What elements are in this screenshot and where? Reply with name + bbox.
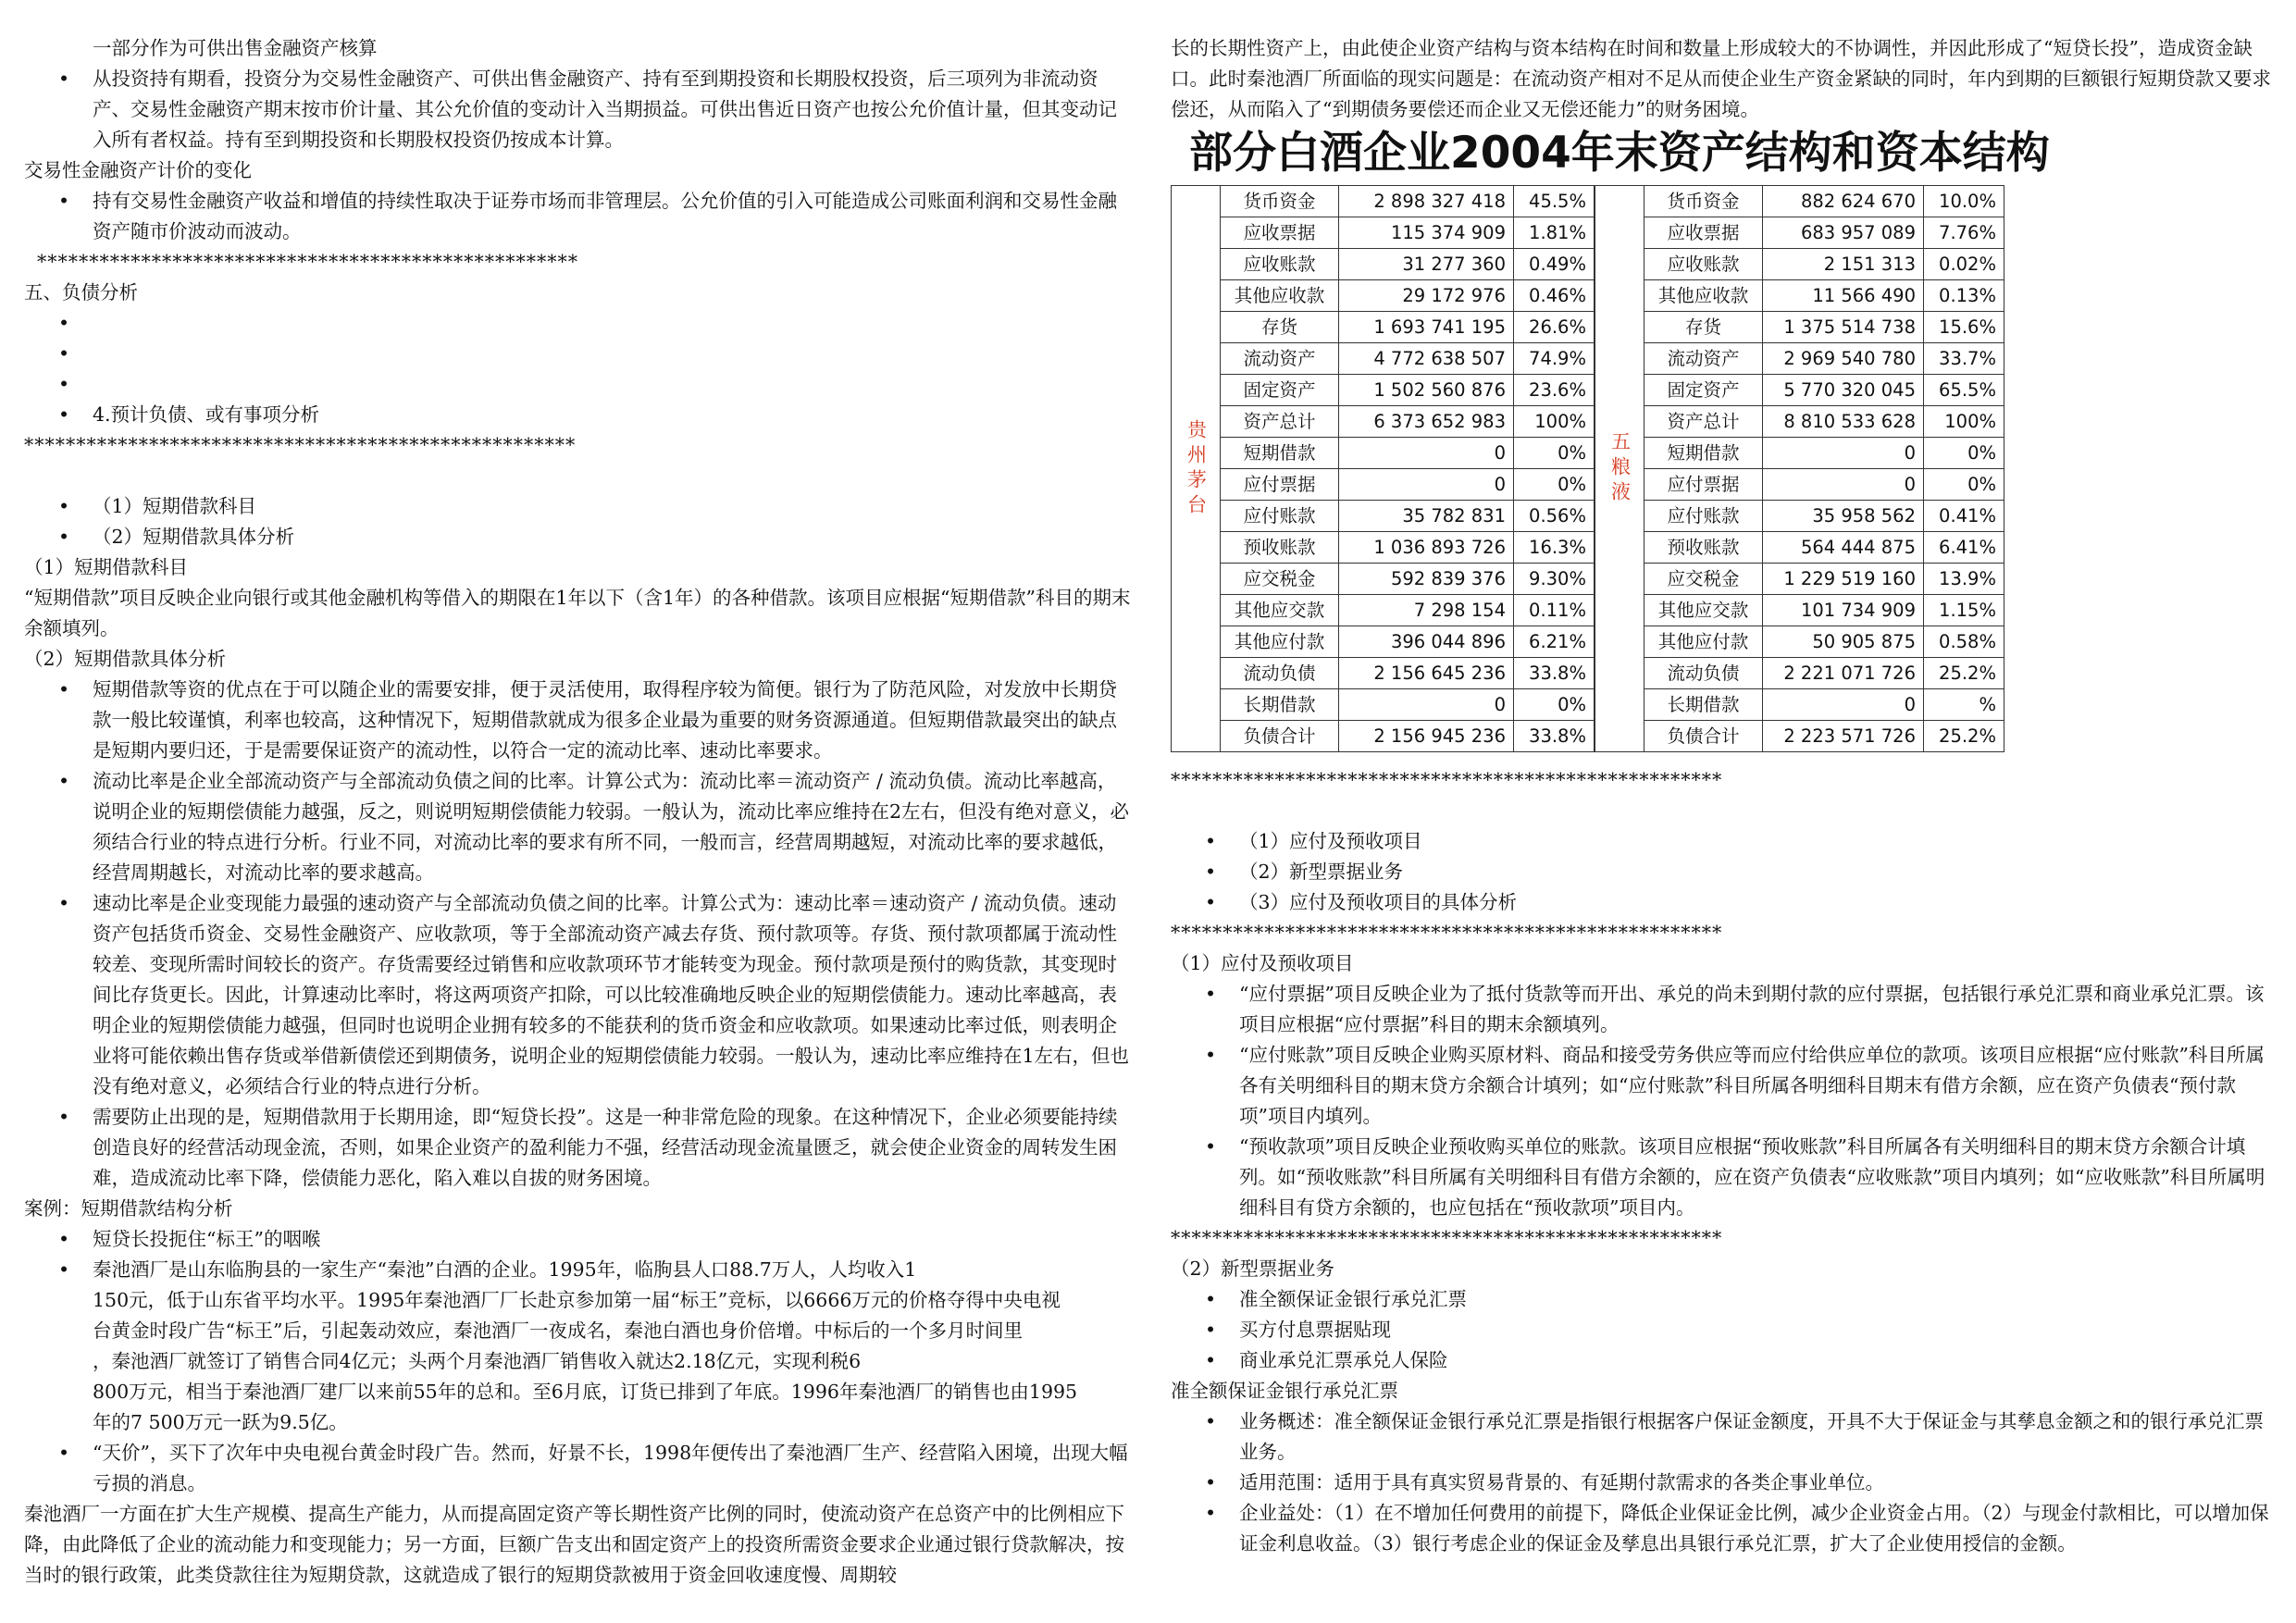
table-row	[1221, 721, 1595, 752]
item-name: 短期借款	[1644, 438, 1763, 469]
table-row	[1221, 280, 1595, 312]
item-name: 流动负债	[1644, 658, 1763, 689]
table-row	[1644, 280, 2004, 312]
section-heading: （2）新型票据业务	[1171, 1258, 1335, 1280]
section-heading-liabilities: 五、负债分析	[24, 281, 138, 304]
maotai-table	[1220, 185, 1595, 752]
item-amount: 35 958 562	[1763, 501, 1924, 532]
item-percent: 0%	[1514, 469, 1595, 501]
item-percent: %	[1924, 689, 2004, 721]
bullet-accounts-payable: • “应付账款”项目反映企业购买原材料、商品和接受劳务供应等而应付给供应单位的款项。该项目应根据“应付账款”科目所属各有关明细科目的期末贷方余额合计填列；如“应付账款”科目所属各明细科目期末有借方余额，应在资产负债表“预付款项”项目内填列。	[1171, 1040, 2274, 1132]
outline-item: • （1）应付及预收项目	[1171, 826, 2274, 857]
bullet-notes-payable: • “应付票据”项目反映企业为了抵付货款等而开出、承兑的尚未到期付款的应付票据，包括银行承兑汇票和商业承兑汇票。该项目应根据“应付票据”科目的期末余额填列。	[1171, 979, 2274, 1040]
item-percent: 7.76%	[1924, 217, 2004, 249]
item-percent: 0.46%	[1514, 280, 1595, 312]
item-amount: 11 566 490	[1763, 280, 1924, 312]
separator-stars: *****************************************************	[1171, 922, 1723, 944]
item-percent: 0%	[1924, 469, 2004, 501]
item-name: 应收账款	[1644, 249, 1763, 280]
item-name: 应付账款	[1221, 501, 1339, 532]
table-row	[1644, 689, 2004, 721]
table-row	[1644, 721, 2004, 752]
item-percent: 1.15%	[1924, 595, 2004, 626]
empty-bullet	[24, 339, 1131, 369]
right-column	[1171, 33, 2274, 1559]
item-percent: 0%	[1924, 438, 2004, 469]
separator-stars: ****************************************************	[37, 251, 578, 273]
item-name: 应交税金	[1221, 564, 1339, 595]
table-row	[1221, 658, 1595, 689]
company-label-wuliangye: 五粮液	[1595, 185, 1644, 752]
item-name: 其他应付款	[1221, 626, 1339, 658]
section-heading: （1）应付及预收项目	[1171, 952, 1354, 974]
item-amount: 1 229 519 160	[1763, 564, 1924, 595]
item-name: 其他应收款	[1221, 280, 1339, 312]
item-percent: 0%	[1514, 689, 1595, 721]
table-title: 部分白酒企业2004年末资产结构和资本结构	[1189, 128, 2050, 179]
item-amount: 6 373 652 983	[1339, 406, 1514, 438]
text-line: 150元，低于山东省平均水平。1995年秦池酒厂厂长赴京参加第一届“标王”竞标，以6666万元的价格夺得中央电视	[93, 1289, 1061, 1311]
table-row	[1221, 343, 1595, 375]
table-row	[1221, 217, 1595, 249]
bullet-quick-ratio: • 速动比率是企业变现能力最强的速动资产与全部流动负债之间的比率。计算公式为：速动比率＝速动资产 / 流动负债。速动资产包括货币资金、交易性金融资产、应收款项，等于全部流动资产减去存货、预付款项等。存货、预付款项都属于流动性较差、变现所需时间较长的资产。存货需要经过销售和应收款项环节才能转变为现金。预付款项是预付的购货款，其变现时间比存货更长。因此，计算速动比率时，将这两项资产扣除，可以比较准确地反映企业的短期偿债能力。速动比率越高，表明企业的短期偿债能力越强，但同时也说明企业拥有较多的不能获利的货币资金和应收款项。如果速动比率过低，则表明企业将可能依赖出售存货或举借新债偿还到期债务，说明企业的短期偿债能力较弱。一般认为，速动比率应维持在1左右，但也没有绝对意义，必须结合行业的特点进行分析。	[24, 888, 1131, 1102]
item-name: 应收票据	[1644, 217, 1763, 249]
bullet-item: • 商业承兑汇票承兑人保险	[1171, 1345, 2274, 1376]
company-label-maotai: 贵州茅台	[1171, 185, 1220, 752]
text-line: 台黄金时段广告“标王”后，引起轰动效应，秦池酒厂一夜成名，秦池白酒也身价倍增。中标后的一个多月时间里	[93, 1319, 1023, 1342]
wuliangye-table	[1644, 185, 2004, 752]
item-amount: 0	[1339, 689, 1514, 721]
table-row	[1221, 438, 1595, 469]
bullet-case-title: • 短贷长投扼住“标王”的咽喉	[24, 1224, 1131, 1255]
table-row	[1644, 343, 2004, 375]
table-row	[1221, 564, 1595, 595]
item-percent: 6.41%	[1924, 532, 2004, 564]
item-name: 预收账款	[1221, 532, 1339, 564]
item-percent: 1.81%	[1514, 217, 1595, 249]
paragraph-short-term-loan: “短期借款”项目反映企业向银行或其他金融机构等借入的期限在1年以下（含1年）的各种借款。该项目应根据“短期借款”科目的期末余额填列。	[24, 587, 1131, 639]
paragraph-qinchi: 秦池酒厂一方面在扩大生产规模、提高生产能力，从而提高固定资产等长期性资产比例的同时，使流动资产在总资产中的比例相应下降，由此降低了企业的流动能力和变现能力；另一方面，巨额广告支出和固定资产上的投资所需资金要求企业通过银行贷款解决，按当时的银行政策，此类贷款往往为短期贷款，这就造成了银行的短期贷款被用于资金回收速度慢、周期较	[24, 1503, 1124, 1586]
item-percent: 33.7%	[1924, 343, 2004, 375]
item-amount: 50 905 875	[1763, 626, 1924, 658]
table-row	[1221, 186, 1595, 217]
item-percent: 33.8%	[1514, 721, 1595, 752]
item-amount: 2 223 571 726	[1763, 721, 1924, 752]
text-line: 一部分作为可供出售金融资产核算	[93, 37, 378, 59]
item-percent: 25.2%	[1924, 721, 2004, 752]
item-name: 其他应交款	[1644, 595, 1763, 626]
table-row	[1221, 375, 1595, 406]
item-name: 存货	[1221, 312, 1339, 343]
left-column	[24, 33, 1131, 1591]
empty-bullet	[24, 369, 1131, 400]
item-name: 应付账款	[1644, 501, 1763, 532]
item-percent: 16.3%	[1514, 532, 1595, 564]
item-percent: 15.6%	[1924, 312, 2004, 343]
table-row	[1221, 469, 1595, 501]
separator-stars: *****************************************************	[1171, 1227, 1723, 1249]
table-row	[1644, 438, 2004, 469]
text-line: 年的7 500万元一跃为9.5亿。	[93, 1411, 348, 1433]
empty-bullet	[24, 308, 1131, 339]
item-percent: 65.5%	[1924, 375, 2004, 406]
text-line: ，秦池酒厂就签订了销售合同4亿元；头两个月秦池酒厂销售收入就达2.18亿元，实现利税6	[93, 1350, 862, 1372]
item-percent: 0.56%	[1514, 501, 1595, 532]
item-percent: 0.11%	[1514, 595, 1595, 626]
table-row	[1221, 406, 1595, 438]
item-percent: 0%	[1514, 438, 1595, 469]
bullet-advantages: • 短期借款等资的优点在于可以随企业的需要安排，便于灵活使用，取得程序较为简便。银行为了防范风险，对发放中长期贷款一般比较谨慎，利率也较高，这种情况下，短期借款就成为很多企业最为重要的财务资源通道。但短期借款最突出的缺点是短期内要归还，于是需要保证资产的流动性，以符合一定的流动比率、速动比率要求。	[24, 675, 1131, 766]
bullet-contingent: • 4.预计负债、或有事项分析	[24, 400, 1131, 430]
item-name: 预收账款	[1644, 532, 1763, 564]
item-amount: 2 151 313	[1763, 249, 1924, 280]
item-percent: 33.8%	[1514, 658, 1595, 689]
item-amount: 115 374 909	[1339, 217, 1514, 249]
item-amount: 1 502 560 876	[1339, 375, 1514, 406]
table-row	[1644, 249, 2004, 280]
table-row	[1221, 312, 1595, 343]
item-percent: 6.21%	[1514, 626, 1595, 658]
item-name: 流动资产	[1221, 343, 1339, 375]
table-row	[1221, 249, 1595, 280]
item-name: 负债合计	[1221, 721, 1339, 752]
table-row	[1221, 595, 1595, 626]
item-amount: 0	[1339, 469, 1514, 501]
table-row	[1644, 564, 2004, 595]
item-name: 应收账款	[1221, 249, 1339, 280]
bullet-sky-price: • “天价”，买下了次年中央电视台黄金时段广告。然而，好景不长，1998年便传出了秦池酒厂生产、经营陷入困境，出现大幅亏损的消息。	[24, 1438, 1131, 1499]
item-name: 流动负债	[1221, 658, 1339, 689]
outline-item: • （2）短期借款具体分析	[24, 522, 1131, 552]
bullet-item: • 买方付息票据贴现	[1171, 1315, 2274, 1345]
item-percent: 23.6%	[1514, 375, 1595, 406]
item-amount: 29 172 976	[1339, 280, 1514, 312]
item-name: 固定资产	[1221, 375, 1339, 406]
item-name: 资产总计	[1644, 406, 1763, 438]
item-amount: 0	[1339, 438, 1514, 469]
item-amount: 1 375 514 738	[1763, 312, 1924, 343]
item-amount: 683 957 089	[1763, 217, 1924, 249]
table-row	[1221, 626, 1595, 658]
item-percent: 100%	[1924, 406, 2004, 438]
bullet-item: • 准全额保证金银行承兑汇票	[1171, 1284, 2274, 1315]
bullet-current-ratio: • 流动比率是企业全部流动资产与全部流动负债之间的比率。计算公式为：流动比率＝流动资产 / 流动负债。流动比率越高，说明企业的短期偿债能力越强，反之，则说明短期偿债能力较弱。一般认为，流动比率应维持在2左右，但没有绝对意义，必须结合行业的特点进行分析。行业不同，对流动比率的要求有所不同，一般而言，经营周期越短，对流动比率的要求越低，经营周期越长，对流动比率的要求越高。	[24, 766, 1131, 888]
item-name: 资产总计	[1221, 406, 1339, 438]
item-percent: 0.02%	[1924, 249, 2004, 280]
table-row	[1644, 469, 2004, 501]
separator-stars: *****************************************************	[24, 434, 577, 456]
item-amount: 396 044 896	[1339, 626, 1514, 658]
item-amount: 1 693 741 195	[1339, 312, 1514, 343]
bullet-short-loan-long-invest: • 需要防止出现的是，短期借款用于长期用途，即“短贷长投”。这是一种非常危险的现象。在这种情况下，企业必须要能持续创造良好的经营活动现金流，否则，如果企业资产的盈利能力不强，经营活动现金流量匮乏，就会使企业资金的周转发生困难，造成流动比率下降，偿债能力恶化，陷入难以自拔的财务困境。	[24, 1102, 1131, 1194]
item-amount: 1 036 893 726	[1339, 532, 1514, 564]
item-name: 其他应交款	[1221, 595, 1339, 626]
balance-sheet-tables	[1171, 185, 2274, 752]
bullet-advance-receipts: • “预收款项”项目反映企业预收购买单位的账款。该项目应根据“预收账款”科目所属各有关明细科目的期末贷方余额合计填列。如“预收账款”科目所属有关明细科目有借方余额的，应在资产负债表“应收账款”项目内填列；如“应收账款”科目所属明细科目有贷方余额的，也应包括在“预收款项”项目内。	[1171, 1132, 2274, 1223]
item-percent: 25.2%	[1924, 658, 2004, 689]
outline-item: • （3）应付及预收项目的具体分析	[1171, 887, 2274, 918]
section-heading-case: 案例：短期借款结构分析	[24, 1197, 233, 1220]
item-amount: 35 782 831	[1339, 501, 1514, 532]
wuliangye-block	[1595, 185, 2004, 752]
table-row	[1221, 689, 1595, 721]
item-percent: 9.30%	[1514, 564, 1595, 595]
item-amount: 592 839 376	[1339, 564, 1514, 595]
item-name: 其他应收款	[1644, 280, 1763, 312]
table-row	[1644, 375, 2004, 406]
item-amount: 2 969 540 780	[1763, 343, 1924, 375]
table-row	[1644, 501, 2004, 532]
item-percent: 26.6%	[1514, 312, 1595, 343]
table-row	[1221, 532, 1595, 564]
outline-item: • （2）新型票据业务	[1171, 857, 2274, 887]
bullet-scope: • 适用范围：适用于具有真实贸易背景的、有延期付款需求的各类企事业单位。	[1171, 1468, 2274, 1498]
item-percent: 74.9%	[1514, 343, 1595, 375]
bullet-fair-value: • 持有交易性金融资产收益和增值的持续性取决于证券市场而非管理层。公允价值的引入可能造成公司账面利润和交易性金融资产随市价波动而波动。	[24, 186, 1131, 247]
item-percent: 13.9%	[1924, 564, 2004, 595]
item-percent: 45.5%	[1514, 186, 1595, 217]
maotai-block	[1171, 185, 1595, 752]
item-amount: 4 772 638 507	[1339, 343, 1514, 375]
item-amount: 2 156 645 236	[1339, 658, 1514, 689]
outline-item: • （1）短期借款科目	[24, 491, 1131, 522]
bullet-case-story	[24, 1255, 1131, 1438]
item-percent: 0.58%	[1924, 626, 2004, 658]
bullet-overview: • 业务概述：准全额保证金银行承兑汇票是指银行根据客户保证金额度，开具不大于保证金与其孳息金额之和的银行承兑汇票业务。	[1171, 1406, 2274, 1468]
item-percent: 100%	[1514, 406, 1595, 438]
item-amount: 101 734 909	[1763, 595, 1924, 626]
item-amount: 564 444 875	[1763, 532, 1924, 564]
item-amount: 0	[1763, 689, 1924, 721]
item-name: 流动资产	[1644, 343, 1763, 375]
item-amount: 2 156 945 236	[1339, 721, 1514, 752]
item-amount: 2 221 071 726	[1763, 658, 1924, 689]
item-amount: 31 277 360	[1339, 249, 1514, 280]
item-name: 货币资金	[1221, 186, 1339, 217]
table-row	[1644, 406, 2004, 438]
table-row	[1221, 501, 1595, 532]
item-amount: 2 898 327 418	[1339, 186, 1514, 217]
separator-stars: *****************************************************	[1171, 769, 1723, 791]
item-name: 应收票据	[1221, 217, 1339, 249]
section-heading: 交易性金融资产计价的变化	[24, 159, 252, 181]
item-name: 存货	[1644, 312, 1763, 343]
item-name: 长期借款	[1221, 689, 1339, 721]
table-row	[1644, 312, 2004, 343]
text-line: • 秦池酒厂是山东临朐县的一家生产“秦池”白酒的企业。1995年，临朐县人口88.7万人，人均收入1	[93, 1258, 917, 1281]
item-amount: 7 298 154	[1339, 595, 1514, 626]
table-row	[1644, 626, 2004, 658]
item-name: 货币资金	[1644, 186, 1763, 217]
item-percent: 10.0%	[1924, 186, 2004, 217]
item-name: 应交税金	[1644, 564, 1763, 595]
paragraph-continued: 长的长期性资产上，由此使企业资产结构与资本结构在时间和数量上形成较大的不协调性，并因此形成了“短贷长投”，造成资金缺口。此时秦池酒厂所面临的现实问题是：在流动资产相对不足从而使企业生产资金紧缺的同时，年内到期的巨额银行短期贷款又要求偿还，从而陷入了“到期债务要偿还而企业又无偿还能力”的财务困境。	[1171, 37, 2271, 120]
table-row	[1644, 186, 2004, 217]
item-name: 其他应付款	[1644, 626, 1763, 658]
item-percent: 0.13%	[1924, 280, 2004, 312]
table-row	[1644, 217, 2004, 249]
bullet-benefits: • 企业益处：（1）在不增加任何费用的前提下，降低企业保证金比例，减少企业资金占用。（2）与现金付款相比，可以增加保证金利息收益。（3）银行考虑企业的保证金及孳息出具银行承兑汇票，扩大了企业使用授信的金额。	[1171, 1498, 2274, 1559]
item-name: 负债合计	[1644, 721, 1763, 752]
section-heading: （1）短期借款科目	[24, 556, 189, 578]
item-amount: 882 624 670	[1763, 186, 1924, 217]
item-percent: 0.49%	[1514, 249, 1595, 280]
section-heading: 准全额保证金银行承兑汇票	[1171, 1380, 1398, 1402]
item-name: 短期借款	[1221, 438, 1339, 469]
bullet-investment-classification: • 从投资持有期看，投资分为交易性金融资产、可供出售金融资产、持有至到期投资和长期股权投资，后三项列为非流动资产、交易性金融资产期末按市价计量、其公允价值的变动计入当期损益。可供出售近日资产也按公允价值计量，但其变动记入所有者权益。持有至到期投资和长期股权投资仍按成本计算。	[24, 64, 1131, 155]
item-name: 应付票据	[1644, 469, 1763, 501]
table-row	[1644, 532, 2004, 564]
item-name: 应付票据	[1221, 469, 1339, 501]
item-amount: 8 810 533 628	[1763, 406, 1924, 438]
item-percent: 0.41%	[1924, 501, 2004, 532]
text-line: 800万元，相当于秦池酒厂建厂以来前55年的总和。至6月底，订货已排到了年底。1996年秦池酒厂的销售也由1995	[93, 1381, 1078, 1403]
table-row	[1644, 595, 2004, 626]
section-heading: （2）短期借款具体分析	[24, 648, 227, 670]
item-amount: 0	[1763, 469, 1924, 501]
item-name: 长期借款	[1644, 689, 1763, 721]
item-amount: 0	[1763, 438, 1924, 469]
item-amount: 5 770 320 045	[1763, 375, 1924, 406]
item-name: 固定资产	[1644, 375, 1763, 406]
table-row	[1644, 658, 2004, 689]
